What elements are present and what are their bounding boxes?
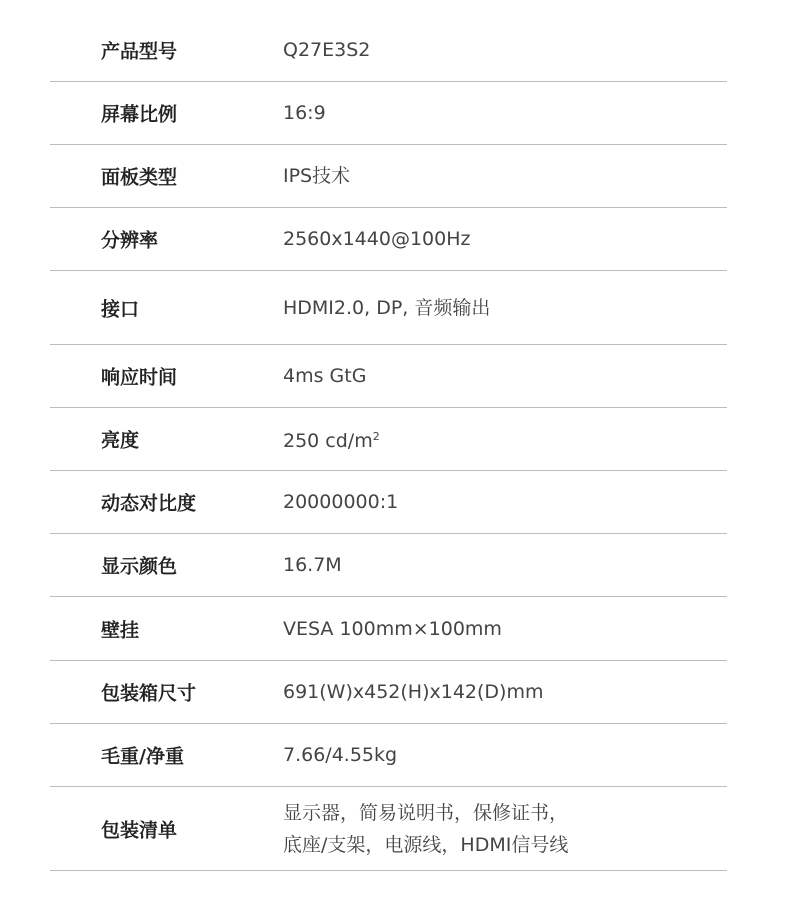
spec-label: 包装清单 (101, 819, 178, 841)
spec-value: 20000000:1 (283, 491, 399, 513)
spec-row-wall-mount (50, 597, 727, 661)
spec-row-brightness (50, 408, 727, 471)
spec-label: 壁挂 (101, 619, 140, 641)
spec-value-line: 底座/支架，电源线，HDMI信号线 (283, 833, 569, 856)
spec-label: 接口 (101, 298, 140, 320)
spec-label: 产品型号 (101, 40, 178, 62)
spec-value (283, 797, 568, 861)
spec-label: 包装箱尺寸 (101, 682, 197, 705)
spec-row-model (50, 0, 727, 82)
spec-value: VESA 100mm×100mm (283, 617, 502, 640)
spec-row-ports (50, 271, 727, 345)
spec-label: 显示颜色 (101, 555, 178, 578)
spec-row-package-contents (50, 787, 727, 871)
spec-value: Q27E3S2 (283, 38, 371, 61)
spec-label: 动态对比度 (101, 492, 197, 515)
spec-row-response-time (50, 345, 727, 408)
spec-row-contrast (50, 471, 727, 534)
spec-value-line: 显示器，简易说明书，保修证书， (283, 801, 569, 824)
spec-row-colors (50, 534, 727, 597)
spec-label: 屏幕比例 (101, 103, 178, 126)
spec-value: HDMI2.0, DP, 音频输出 (283, 296, 491, 319)
spec-value (283, 421, 380, 457)
spec-label: 面板类型 (101, 166, 178, 189)
spec-table (50, 0, 727, 871)
spec-row-weight (50, 724, 727, 787)
spec-value-text: 250 cd/m (283, 430, 373, 452)
spec-label: 响应时间 (101, 366, 178, 389)
spec-value: 691(W)x452(H)x142(D)mm (283, 681, 544, 703)
spec-row-package-size (50, 661, 727, 724)
spec-label: 亮度 (101, 429, 140, 452)
spec-label: 毛重/净重 (101, 745, 184, 768)
spec-value: 2560x1440@100Hz (283, 228, 471, 250)
spec-value: 16:9 (283, 102, 326, 124)
spec-value: 7.66/4.55kg (283, 744, 398, 766)
spec-value-superscript: 2 (372, 430, 380, 443)
spec-value: 16.7M (283, 554, 342, 576)
spec-label: 分辨率 (101, 229, 159, 252)
spec-value: IPS技术 (283, 165, 351, 187)
spec-value: 4ms GtG (283, 365, 367, 387)
spec-row-panel-type (50, 145, 727, 208)
spec-row-resolution (50, 208, 727, 271)
spec-row-aspect-ratio (50, 82, 727, 145)
